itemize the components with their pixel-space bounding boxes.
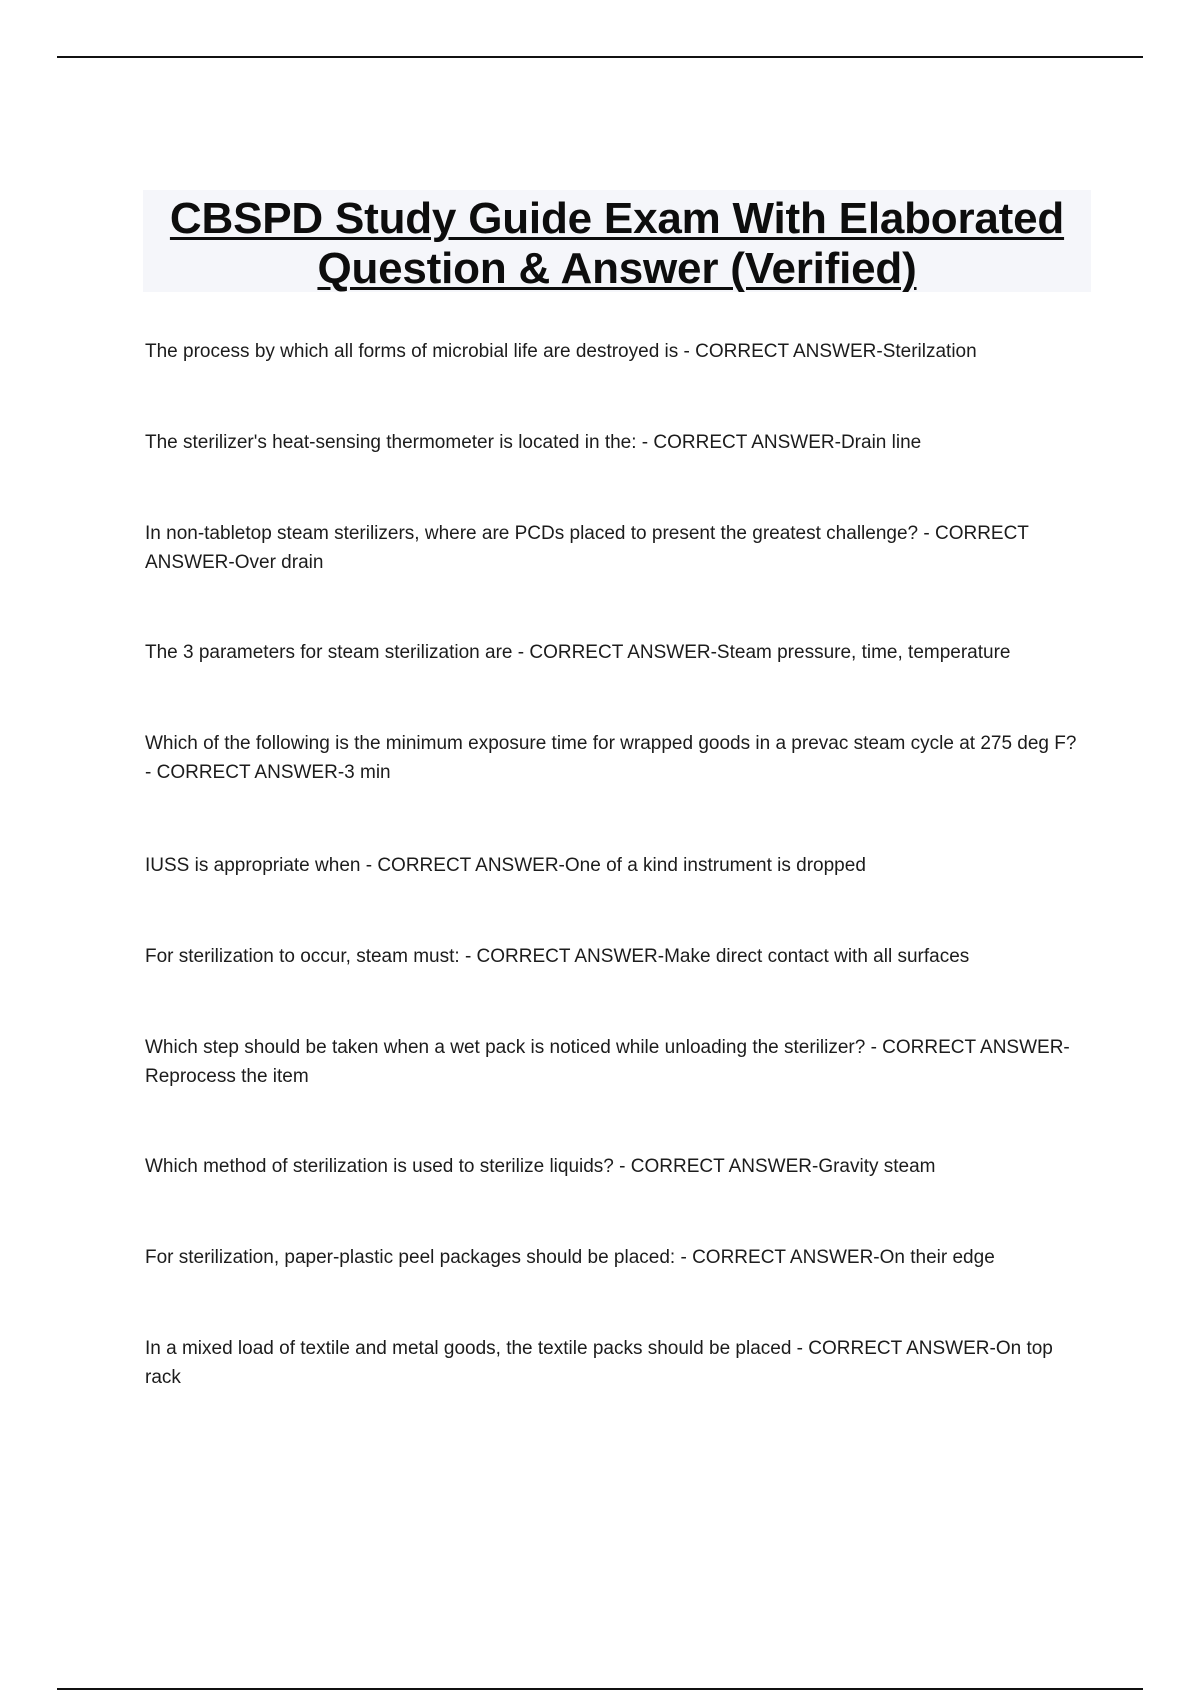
- title-line-2: Question & Answer (Verified): [317, 244, 917, 293]
- qa-item: For sterilization to occur, steam must: - CORRECT ANSWER-Make direct contact with all surfaces: [145, 946, 970, 967]
- qa-item: IUSS is appropriate when - CORRECT ANSWER-One of a kind instrument is dropped: [145, 855, 866, 876]
- qa-item: Which step should be taken when a wet pack is noticed while unloading the sterilizer? - CORRECT ANSWER-Reprocess the item: [145, 1037, 1070, 1087]
- qa-item: In non-tabletop steam sterilizers, where are PCDs placed to present the greatest challenge? - CORRECT ANSWER-Over drain: [145, 523, 1029, 573]
- title-line-1: CBSPD Study Guide Exam With Elaborated: [169, 194, 1065, 243]
- footer-rule: [57, 1688, 1143, 1690]
- qa-item: In a mixed load of textile and metal goods, the textile packs should be placed - CORRECT ANSWER-On top rack: [145, 1338, 1053, 1388]
- qa-item: The 3 parameters for steam sterilization are - CORRECT ANSWER-Steam pressure, time, temperature: [145, 642, 1011, 663]
- qa-item: For sterilization, paper-plastic peel packages should be placed: - CORRECT ANSWER-On their edge: [145, 1247, 995, 1268]
- qa-item: The process by which all forms of microbial life are destroyed is - CORRECT ANSWER-Sterilzation: [145, 341, 977, 362]
- header-rule: [57, 56, 1143, 58]
- qa-item: Which method of sterilization is used to sterilize liquids? - CORRECT ANSWER-Gravity steam: [145, 1156, 936, 1177]
- document-title: [143, 190, 1091, 292]
- qa-item: Which of the following is the minimum exposure time for wrapped goods in a prevac steam cycle at 275 deg F? - CORRECT ANSWER-3 min: [145, 733, 1077, 783]
- qa-item: The sterilizer's heat-sensing thermometer is located in the: - CORRECT ANSWER-Drain line: [145, 432, 922, 453]
